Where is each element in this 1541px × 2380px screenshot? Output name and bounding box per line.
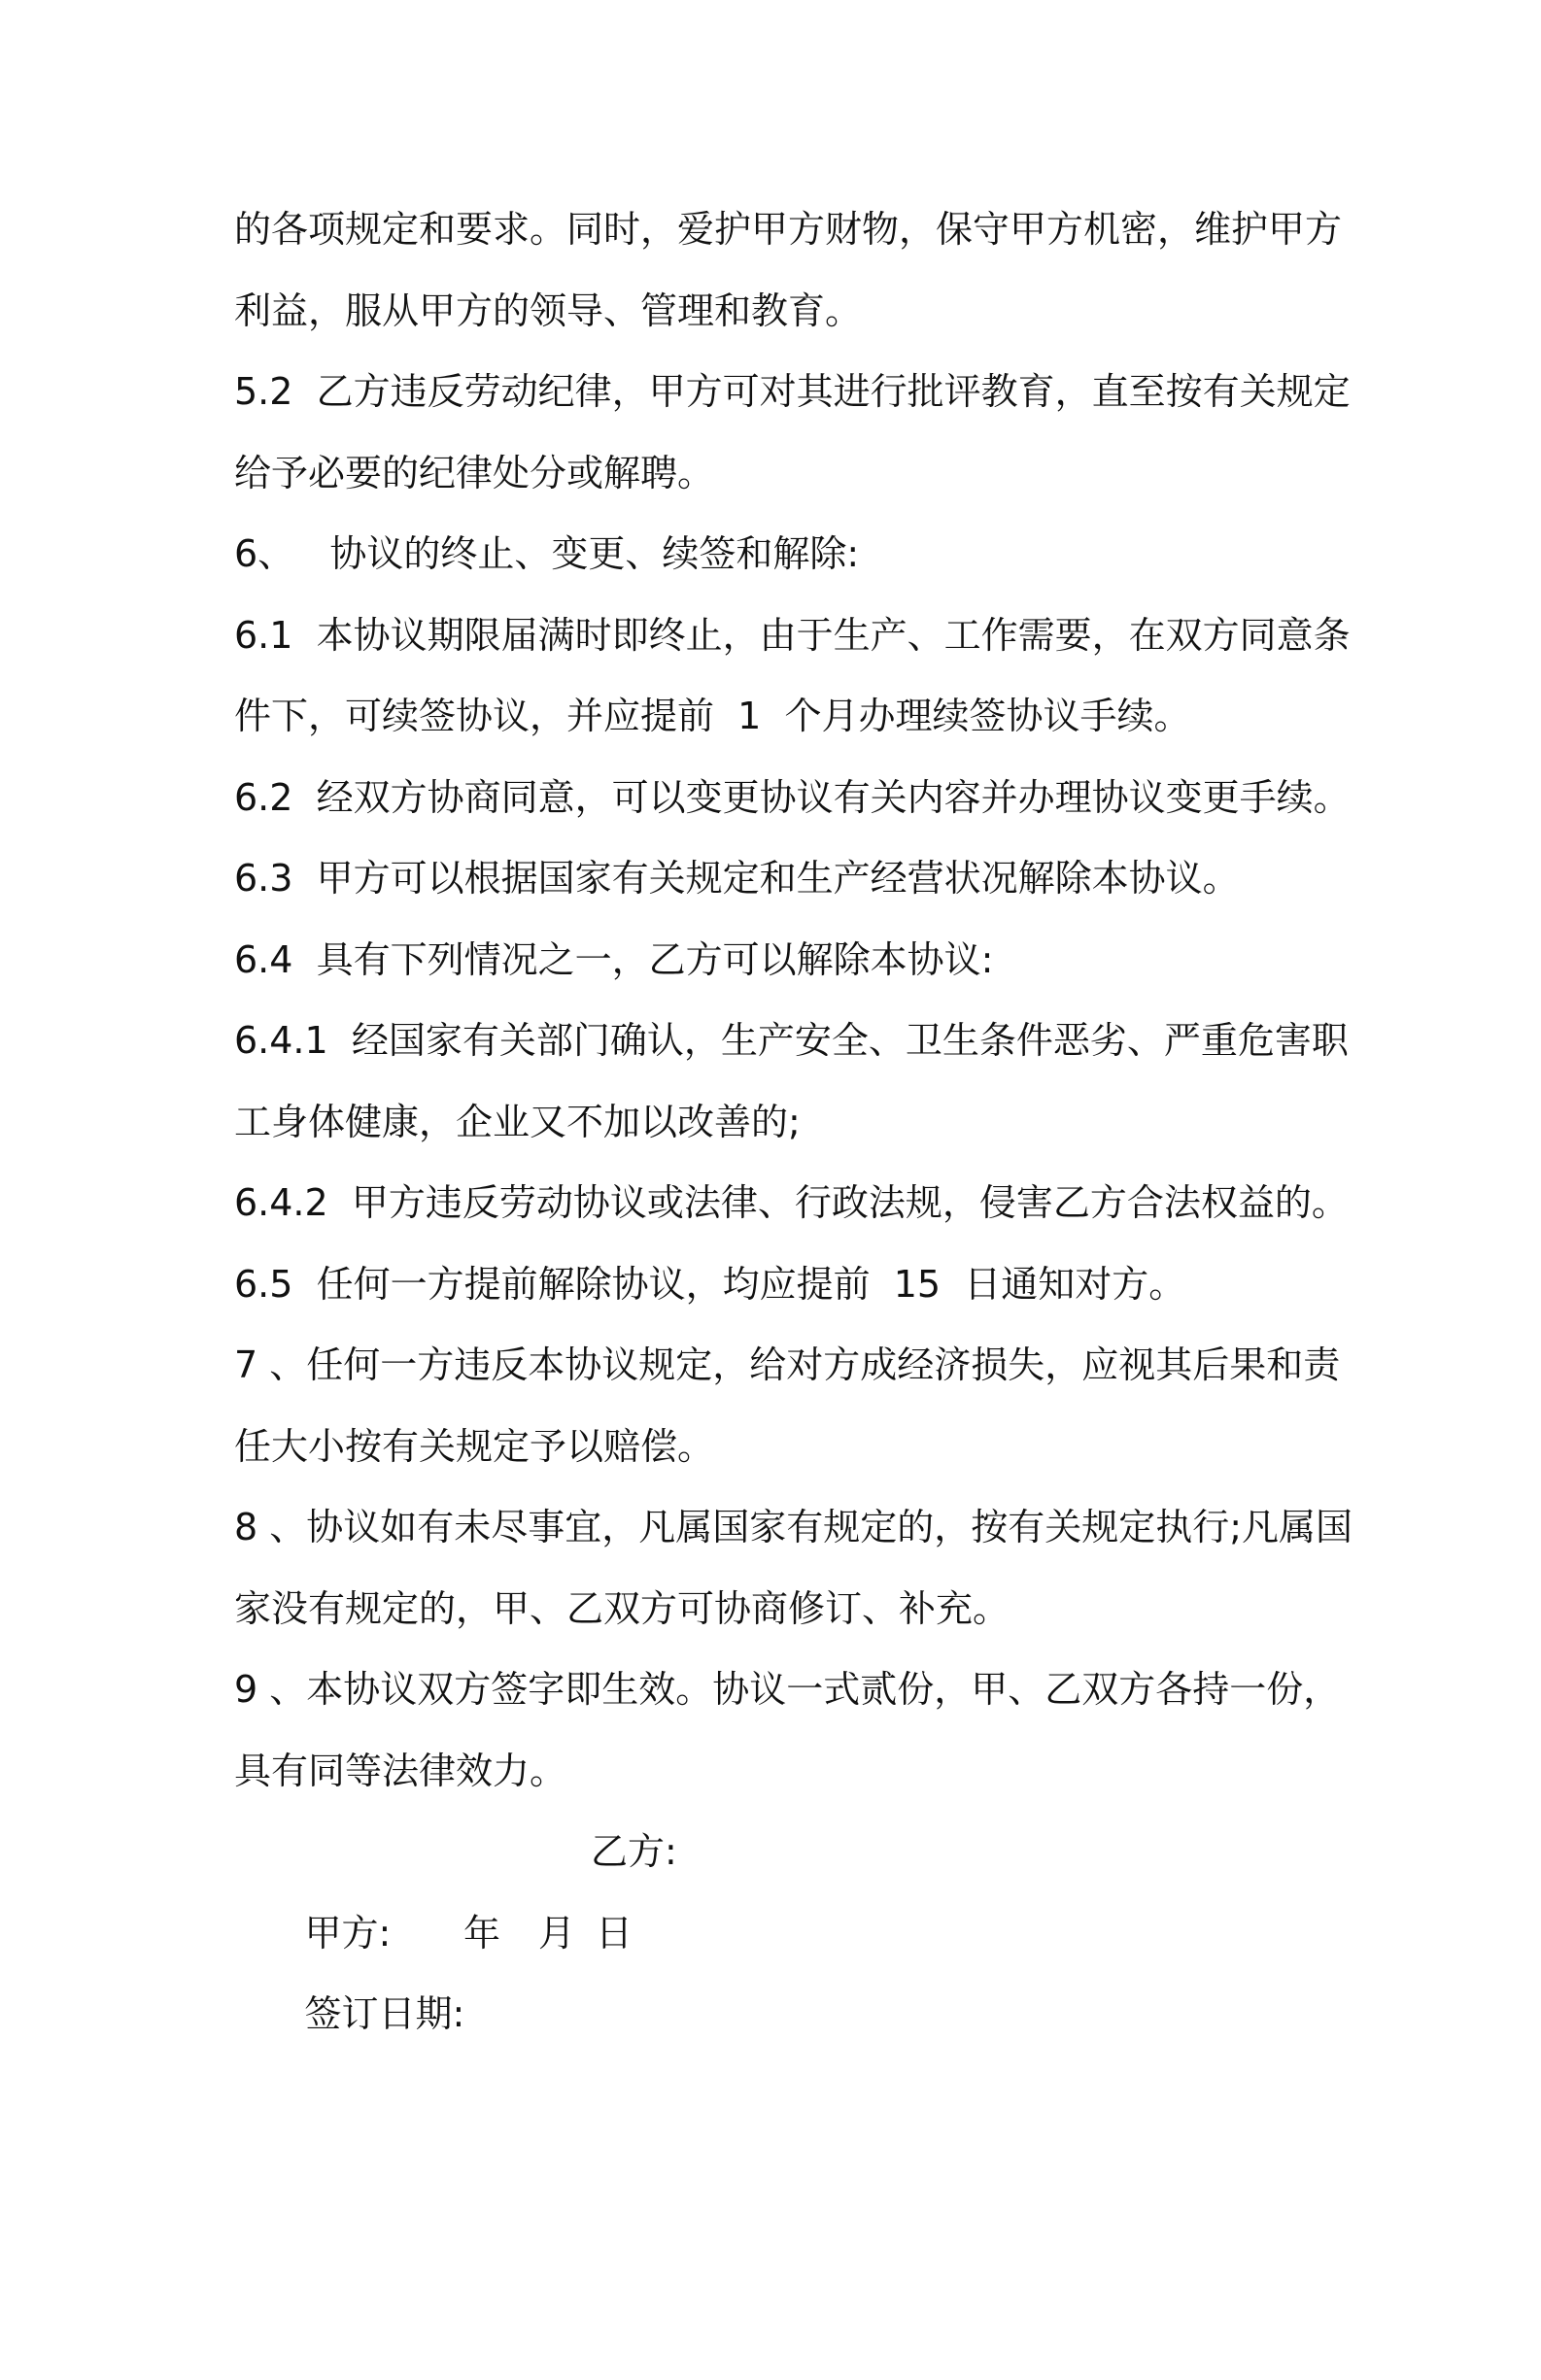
text-line: 家没有规定的，甲、乙双方可协商修订、补充。 — [234, 1586, 1010, 1630]
text-line: 工身体健康，企业又不加以改善的; — [234, 1100, 801, 1143]
section-6-heading: 6、 协议的终止、变更、续签和解除: — [234, 532, 860, 575]
text-line: 的各项规定和要求。同时，爱护甲方财物，保守甲方机密，维护甲方 — [234, 208, 1343, 251]
text-line: 利益，服从甲方的领导、管理和教育。 — [234, 289, 863, 332]
date-year: 年 — [463, 1911, 501, 1955]
date-day: 日 — [596, 1911, 634, 1955]
document-body — [234, 189, 1353, 2035]
clause-9: 9 、本协议双方签字即生效。协议一式贰份，甲、乙双方各持一份， — [234, 1668, 1341, 1711]
clause-6-4-1: 6.4.1 经国家有关部门确认，生产安全、卫生条件恶劣、严重危害职 — [234, 1019, 1349, 1062]
clause-8: 8 、协议如有未尽事宜，凡属国家有规定的，按有关规定执行;凡属国 — [234, 1506, 1353, 1548]
clause-6-2: 6.2 经双方协商同意，可以变更协议有关内容并办理协议变更手续。 — [234, 775, 1351, 819]
clause-5-2: 5.2 乙方违反劳动纪律，甲方可对其进行批评教育，直至按有关规定 — [234, 370, 1351, 413]
text-line: 任大小按有关规定予以赔偿。 — [234, 1424, 715, 1468]
clause-6-4: 6.4 具有下列情况之一，乙方可以解除本协议: — [234, 937, 994, 981]
clause-6-1: 6.1 本协议期限届满时即终止，由于生产、工作需要，在双方同意条 — [234, 613, 1351, 657]
clause-6-3: 6.3 甲方可以根据国家有关规定和生产经营状况解除本协议。 — [234, 857, 1240, 900]
clause-6-4-2: 6.4.2 甲方违反劳动协议或法律、行政法规，侵害乙方合法权益的。 — [234, 1181, 1349, 1224]
text-line: 具有同等法律效力。 — [234, 1749, 567, 1792]
sign-date-label: 签订日期: — [304, 1992, 465, 2035]
date-month: 月 — [538, 1911, 576, 1955]
clause-7: 7 、任何一方违反本协议规定，给对方成经济损失，应视其后果和责 — [234, 1343, 1341, 1386]
signature-row — [234, 1812, 1322, 1955]
sign-date-row — [234, 1893, 1322, 2035]
text-line: 给予必要的纪律处分或解聘。 — [234, 451, 715, 494]
party-a-label: 甲方: — [304, 1911, 392, 1955]
clause-6-5: 6.5 任何一方提前解除协议，均应提前 15 日通知对方。 — [234, 1262, 1186, 1306]
party-b-label: 乙方: — [591, 1830, 677, 1873]
text-line: 件下，可续签协议，并应提前 1 个月办理续签协议手续。 — [234, 695, 1191, 737]
